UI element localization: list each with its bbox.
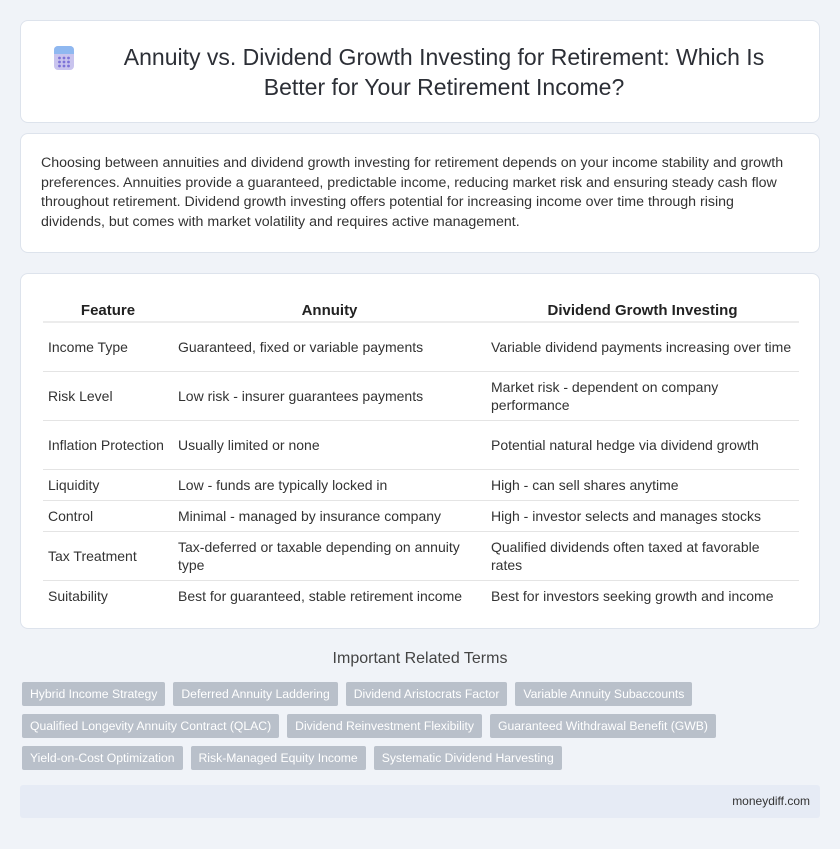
related-terms-heading: Important Related Terms — [332, 650, 508, 667]
related-term-tag[interactable]: Systematic Dividend Harvesting — [374, 746, 562, 770]
table-cell: Qualified dividends often taxed at favorable rates — [486, 531, 799, 580]
table-row — [43, 580, 799, 611]
table-cell: Tax Treatment — [43, 531, 173, 580]
column-header-annuity: Annuity — [173, 296, 486, 322]
intro-paragraph: Choosing between annuities and dividend growth investing for retirement depends on your income stability and growth preferences. Annuities provide a guaranteed, predictable income, reducing market risk and ensuring steady cash flow throughout retirement. Dividend growth investing offers potential for increasing income over time through rising dividends, but comes with market volatility and requires active management. — [41, 155, 784, 230]
table-cell: Inflation Protection — [43, 420, 173, 469]
table-cell: Market risk - dependent on company performance — [486, 371, 799, 420]
header-card — [20, 20, 820, 123]
related-term-tag[interactable]: Variable Annuity Subaccounts — [515, 682, 692, 706]
footer-site-link[interactable]: moneydiff.com — [732, 794, 810, 808]
table-cell: Best for guaranteed, stable retirement income — [178, 587, 463, 604]
table-row — [43, 322, 799, 371]
table-cell: High - can sell shares anytime — [486, 469, 799, 500]
table-cell: Low risk - insurer guarantees payments — [173, 371, 486, 420]
related-term-tag[interactable]: Risk-Managed Equity Income — [191, 746, 366, 770]
table-row — [43, 469, 799, 500]
table-cell: Tax-deferred or taxable depending on annuity type — [173, 531, 486, 580]
intro-card — [20, 133, 820, 253]
table-cell: Low - funds are typically locked in — [173, 469, 486, 500]
table-cell: Best for investors seeking growth and income — [491, 587, 774, 604]
related-term-tag[interactable]: Qualified Longevity Annuity Contract (QLAC) — [22, 714, 279, 738]
calculator-icon — [51, 45, 77, 71]
table-row — [43, 531, 799, 580]
related-term-tag[interactable]: Hybrid Income Strategy — [22, 682, 165, 706]
table-cell: Guaranteed, fixed or variable payments — [173, 322, 486, 371]
related-term-tag[interactable]: Dividend Aristocrats Factor — [346, 682, 508, 706]
table-cell: Suitability — [48, 587, 108, 604]
table-cell: High - investor selects and manages stocks — [486, 500, 799, 531]
table-cell: Usually limited or none — [173, 420, 486, 469]
table-cell: Potential natural hedge via dividend growth — [486, 420, 799, 469]
page-title: Annuity vs. Dividend Growth Investing for Retirement: Which Is Better for Your Retirement Income? — [123, 43, 765, 100]
comparison-table — [43, 296, 799, 611]
column-header-dividend-growth: Dividend Growth Investing — [486, 296, 799, 322]
column-header-feature: Feature — [43, 296, 173, 322]
table-cell: Control — [43, 500, 173, 531]
table-row — [43, 371, 799, 420]
footer — [20, 785, 820, 818]
table-row — [43, 500, 799, 531]
table-header-row — [43, 296, 799, 322]
related-term-tag[interactable]: Deferred Annuity Laddering — [173, 682, 337, 706]
comparison-table-card — [20, 273, 820, 629]
table-row — [43, 420, 799, 469]
table-cell: Income Type — [43, 322, 173, 371]
related-term-tag[interactable]: Dividend Reinvestment Flexibility — [287, 714, 482, 738]
table-cell: Minimal - managed by insurance company — [173, 500, 486, 531]
table-cell: Risk Level — [43, 371, 173, 420]
related-term-tag[interactable]: Yield-on-Cost Optimization — [22, 746, 183, 770]
table-cell: Variable dividend payments increasing over time — [486, 322, 799, 371]
table-cell: Liquidity — [43, 469, 173, 500]
related-terms-list — [22, 682, 822, 770]
related-term-tag[interactable]: Guaranteed Withdrawal Benefit (GWB) — [490, 714, 716, 738]
